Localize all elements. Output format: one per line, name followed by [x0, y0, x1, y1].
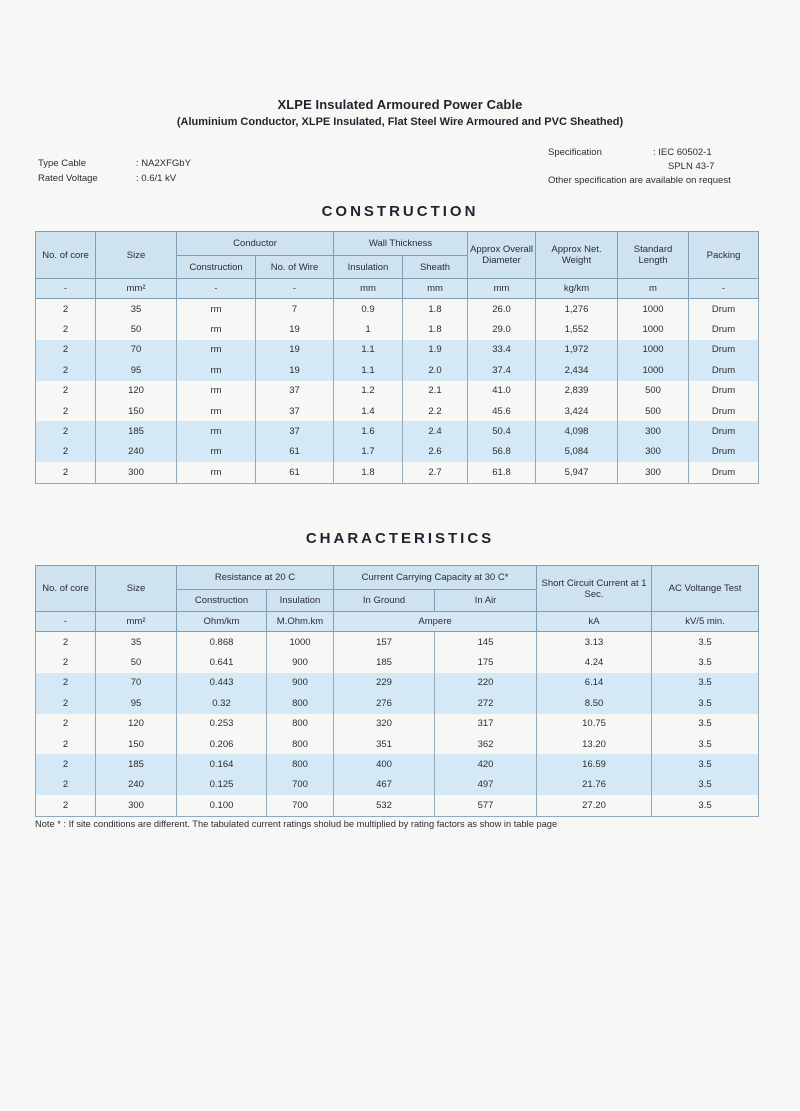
- unit-cell: Ampere: [334, 612, 537, 632]
- rated-voltage-label: Rated Voltage: [38, 173, 98, 184]
- table-cell: 0.125: [177, 775, 267, 795]
- table-cell: 2: [36, 775, 96, 795]
- unit-cell: kA: [537, 612, 652, 632]
- table-cell: 1.8: [403, 319, 468, 339]
- table-cell: 2: [36, 754, 96, 774]
- unit-cell: m: [618, 279, 689, 299]
- table-cell: Drum: [689, 462, 759, 483]
- table-cell: 185: [334, 652, 435, 672]
- table-row: [36, 340, 759, 360]
- table-cell: 37.4: [468, 360, 536, 380]
- table-cell: 3.5: [652, 775, 759, 795]
- table-cell: 120: [96, 714, 177, 734]
- table-cell: 300: [618, 442, 689, 462]
- table-cell: 3.5: [652, 632, 759, 653]
- table-cell: 50: [96, 652, 177, 672]
- table-cell: Drum: [689, 319, 759, 339]
- table-cell: 1,276: [536, 299, 618, 320]
- table-cell: 6.14: [537, 673, 652, 693]
- table-row: [36, 693, 759, 713]
- table-cell: 3.5: [652, 693, 759, 713]
- table-cell: 185: [96, 421, 177, 441]
- char-header-ac-test: AC Voltange Test: [652, 566, 759, 612]
- table-cell: Drum: [689, 401, 759, 421]
- unit-cell: mm: [468, 279, 536, 299]
- table-cell: 1.4: [334, 401, 403, 421]
- table-cell: 120: [96, 381, 177, 401]
- table-cell: 3.5: [652, 754, 759, 774]
- characteristics-table: [35, 565, 759, 817]
- unit-cell: mm²: [96, 612, 177, 632]
- table-cell: 0.100: [177, 795, 267, 816]
- table-cell: 2.6: [403, 442, 468, 462]
- table-row: [36, 299, 759, 320]
- table-row: [36, 381, 759, 401]
- rated-voltage-value: : 0.6/1 kV: [136, 173, 177, 184]
- table-cell: 2: [36, 734, 96, 754]
- table-cell: 220: [435, 673, 537, 693]
- specification-value-2: SPLN 43-7: [668, 161, 715, 172]
- table-cell: 0.206: [177, 734, 267, 754]
- table-row: [36, 442, 759, 462]
- table-cell: 300: [96, 462, 177, 483]
- unit-cell: mm: [403, 279, 468, 299]
- table-cell: 800: [267, 714, 334, 734]
- header-net-weight: Approx Net. Weight: [536, 232, 618, 279]
- table-cell: 37: [256, 401, 334, 421]
- char-header-res-insulation: Insulation: [267, 590, 334, 612]
- unit-cell: -: [689, 279, 759, 299]
- table-cell: 37: [256, 381, 334, 401]
- table-cell: 800: [267, 754, 334, 774]
- table-cell: 300: [618, 462, 689, 483]
- table-cell: rm: [177, 381, 256, 401]
- table-row: [36, 462, 759, 483]
- table-cell: 351: [334, 734, 435, 754]
- unit-cell: kg/km: [536, 279, 618, 299]
- table-cell: 50.4: [468, 421, 536, 441]
- table-cell: 61: [256, 462, 334, 483]
- table-cell: rm: [177, 319, 256, 339]
- header-sheath: Sheath: [403, 256, 468, 279]
- table-cell: 700: [267, 775, 334, 795]
- table-cell: Drum: [689, 360, 759, 380]
- header-conductor: Conductor: [177, 232, 334, 256]
- table-cell: Drum: [689, 340, 759, 360]
- table-cell: 497: [435, 775, 537, 795]
- table-cell: 800: [267, 693, 334, 713]
- char-header-no-core: No. of core: [36, 566, 96, 612]
- table-cell: 1.6: [334, 421, 403, 441]
- unit-cell: -: [36, 612, 96, 632]
- table-cell: 0.443: [177, 673, 267, 693]
- table-cell: 1.9: [403, 340, 468, 360]
- table-row: [36, 319, 759, 339]
- table-cell: 3,424: [536, 401, 618, 421]
- table-cell: 37: [256, 421, 334, 441]
- document-title: XLPE Insulated Armoured Power Cable: [277, 97, 523, 112]
- table-cell: 700: [267, 795, 334, 816]
- table-cell: 1000: [267, 632, 334, 653]
- char-header-current-capacity: Current Carrying Capacity at 30 C*: [334, 566, 537, 590]
- table-cell: 0.164: [177, 754, 267, 774]
- table-cell: 240: [96, 442, 177, 462]
- table-cell: 2: [36, 632, 96, 653]
- table-cell: 2: [36, 401, 96, 421]
- table-cell: Drum: [689, 381, 759, 401]
- specification-label: Specification: [548, 147, 602, 158]
- table-cell: 532: [334, 795, 435, 816]
- specification-value-1: : IEC 60502-1: [653, 147, 712, 158]
- table-cell: 19: [256, 360, 334, 380]
- table-cell: 229: [334, 673, 435, 693]
- table-cell: 2: [36, 795, 96, 816]
- table-cell: 900: [267, 652, 334, 672]
- header-size: Size: [96, 232, 177, 279]
- table-cell: 3.5: [652, 652, 759, 672]
- table-cell: 500: [618, 381, 689, 401]
- table-cell: 320: [334, 714, 435, 734]
- table-cell: 2: [36, 673, 96, 693]
- table-cell: 0.641: [177, 652, 267, 672]
- table-row: [36, 401, 759, 421]
- table-cell: 362: [435, 734, 537, 754]
- table-cell: 1000: [618, 360, 689, 380]
- header-wall-thickness: Wall Thickness: [334, 232, 468, 256]
- table-cell: 7: [256, 299, 334, 320]
- type-cable-value: : NA2XFGbY: [136, 158, 191, 169]
- type-cable-label: Type Cable: [38, 158, 87, 169]
- table-cell: 1.8: [334, 462, 403, 483]
- table-cell: 2: [36, 442, 96, 462]
- table-cell: 400: [334, 754, 435, 774]
- table-cell: Drum: [689, 299, 759, 320]
- table-cell: 3.5: [652, 714, 759, 734]
- table-cell: rm: [177, 360, 256, 380]
- specification-block: [548, 146, 748, 188]
- table-cell: 45.6: [468, 401, 536, 421]
- table-cell: 8.50: [537, 693, 652, 713]
- table-cell: 300: [96, 795, 177, 816]
- table-cell: 95: [96, 693, 177, 713]
- table-cell: 35: [96, 299, 177, 320]
- table-cell: 317: [435, 714, 537, 734]
- header-standard-length: Standard Length: [618, 232, 689, 279]
- characteristics-heading: CHARACTERISTICS: [305, 530, 495, 547]
- table-cell: 157: [334, 632, 435, 653]
- table-cell: rm: [177, 299, 256, 320]
- table-cell: 4,098: [536, 421, 618, 441]
- footnote: Note * : If site conditions are different. The tabulated current ratings sholud be multiplied by rating factors as show in table page: [35, 819, 558, 829]
- table-cell: 467: [334, 775, 435, 795]
- char-header-size: Size: [96, 566, 177, 612]
- table-cell: 95: [96, 360, 177, 380]
- table-cell: 70: [96, 673, 177, 693]
- table-cell: 26.0: [468, 299, 536, 320]
- table-row: [36, 734, 759, 754]
- table-cell: 35: [96, 632, 177, 653]
- table-cell: 3.5: [652, 673, 759, 693]
- unit-cell: mm: [334, 279, 403, 299]
- table-cell: 0.32: [177, 693, 267, 713]
- table-cell: 1,552: [536, 319, 618, 339]
- table-cell: 1: [334, 319, 403, 339]
- table-row: [36, 754, 759, 774]
- table-cell: 0.868: [177, 632, 267, 653]
- unit-cell: -: [177, 279, 256, 299]
- table-cell: 56.8: [468, 442, 536, 462]
- table-cell: 150: [96, 734, 177, 754]
- table-cell: Drum: [689, 442, 759, 462]
- table-row: [36, 775, 759, 795]
- table-cell: 13.20: [537, 734, 652, 754]
- table-row: [36, 360, 759, 380]
- construction-table: [35, 231, 759, 484]
- table-cell: 61: [256, 442, 334, 462]
- table-cell: 1000: [618, 319, 689, 339]
- table-cell: 1000: [618, 340, 689, 360]
- table-cell: 2.2: [403, 401, 468, 421]
- table-cell: rm: [177, 421, 256, 441]
- table-row: [36, 673, 759, 693]
- table-cell: 41.0: [468, 381, 536, 401]
- table-cell: 19: [256, 340, 334, 360]
- table-cell: 150: [96, 401, 177, 421]
- table-cell: 10.75: [537, 714, 652, 734]
- unit-cell: Ohm/km: [177, 612, 267, 632]
- table-cell: 300: [618, 421, 689, 441]
- table-cell: rm: [177, 401, 256, 421]
- table-cell: 0.9: [334, 299, 403, 320]
- table-cell: 2: [36, 299, 96, 320]
- char-header-in-air: In Air: [435, 590, 537, 612]
- table-cell: rm: [177, 340, 256, 360]
- table-cell: 272: [435, 693, 537, 713]
- table-row: [36, 652, 759, 672]
- table-row: [36, 421, 759, 441]
- table-cell: 2: [36, 340, 96, 360]
- table-cell: 19: [256, 319, 334, 339]
- table-cell: 2: [36, 360, 96, 380]
- table-cell: 29.0: [468, 319, 536, 339]
- table-cell: 5,084: [536, 442, 618, 462]
- table-cell: 16.59: [537, 754, 652, 774]
- table-cell: 2: [36, 652, 96, 672]
- table-cell: 4.24: [537, 652, 652, 672]
- table-cell: 900: [267, 673, 334, 693]
- header-overall-diameter: Approx Overall Diameter: [468, 232, 536, 279]
- table-cell: rm: [177, 462, 256, 483]
- header-conductor-wires: No. of Wire: [256, 256, 334, 279]
- header-packing: Packing: [689, 232, 759, 279]
- table-cell: 185: [96, 754, 177, 774]
- table-cell: 1.8: [403, 299, 468, 320]
- table-cell: 61.8: [468, 462, 536, 483]
- table-cell: Drum: [689, 421, 759, 441]
- document-subtitle: (Aluminium Conductor, XLPE Insulated, Flat Steel Wire Armoured and PVC Sheathed): [176, 116, 624, 128]
- header-conductor-construction: Construction: [177, 256, 256, 279]
- table-cell: 1000: [618, 299, 689, 320]
- table-cell: 1.1: [334, 340, 403, 360]
- unit-cell: M.Ohm.km: [267, 612, 334, 632]
- table-cell: 2: [36, 319, 96, 339]
- table-cell: 1.1: [334, 360, 403, 380]
- table-cell: 3.13: [537, 632, 652, 653]
- unit-cell: kV/5 min.: [652, 612, 759, 632]
- char-header-res-construction: Construction: [177, 590, 267, 612]
- unit-cell: mm²: [96, 279, 177, 299]
- other-specification-note: Other specification are available on request: [548, 175, 731, 186]
- table-cell: 0.253: [177, 714, 267, 734]
- table-cell: 1,972: [536, 340, 618, 360]
- table-cell: 2: [36, 462, 96, 483]
- header-no-core: No. of core: [36, 232, 96, 279]
- table-cell: 2,839: [536, 381, 618, 401]
- table-cell: rm: [177, 442, 256, 462]
- table-cell: 1.2: [334, 381, 403, 401]
- table-cell: 145: [435, 632, 537, 653]
- table-cell: 420: [435, 754, 537, 774]
- table-cell: 2: [36, 693, 96, 713]
- char-header-resistance: Resistance at 20 C: [177, 566, 334, 590]
- construction-heading: CONSTRUCTION: [321, 203, 479, 220]
- unit-cell: -: [36, 279, 96, 299]
- type-cable-row: [38, 156, 191, 171]
- unit-cell: -: [256, 279, 334, 299]
- table-cell: 50: [96, 319, 177, 339]
- rated-voltage-row: [38, 171, 191, 186]
- table-cell: 2.0: [403, 360, 468, 380]
- header-insulation: Insulation: [334, 256, 403, 279]
- table-cell: 70: [96, 340, 177, 360]
- table-cell: 800: [267, 734, 334, 754]
- table-cell: 2.7: [403, 462, 468, 483]
- char-header-in-ground: In Ground: [334, 590, 435, 612]
- table-cell: 2.4: [403, 421, 468, 441]
- table-cell: 175: [435, 652, 537, 672]
- table-cell: 1.7: [334, 442, 403, 462]
- table-row: [36, 632, 759, 653]
- char-header-short-circuit: Short Circuit Current at 1 Sec.: [537, 566, 652, 612]
- table-cell: 2.1: [403, 381, 468, 401]
- table-cell: 2,434: [536, 360, 618, 380]
- table-cell: 240: [96, 775, 177, 795]
- table-cell: 3.5: [652, 734, 759, 754]
- table-cell: 5,947: [536, 462, 618, 483]
- table-cell: 2: [36, 421, 96, 441]
- cable-specs: [38, 156, 191, 186]
- table-row: [36, 714, 759, 734]
- table-cell: 577: [435, 795, 537, 816]
- table-cell: 500: [618, 401, 689, 421]
- table-cell: 2: [36, 381, 96, 401]
- table-cell: 21.76: [537, 775, 652, 795]
- table-cell: 3.5: [652, 795, 759, 816]
- table-cell: 27.20: [537, 795, 652, 816]
- table-cell: 2: [36, 714, 96, 734]
- table-cell: 33.4: [468, 340, 536, 360]
- table-cell: 276: [334, 693, 435, 713]
- table-row: [36, 795, 759, 816]
